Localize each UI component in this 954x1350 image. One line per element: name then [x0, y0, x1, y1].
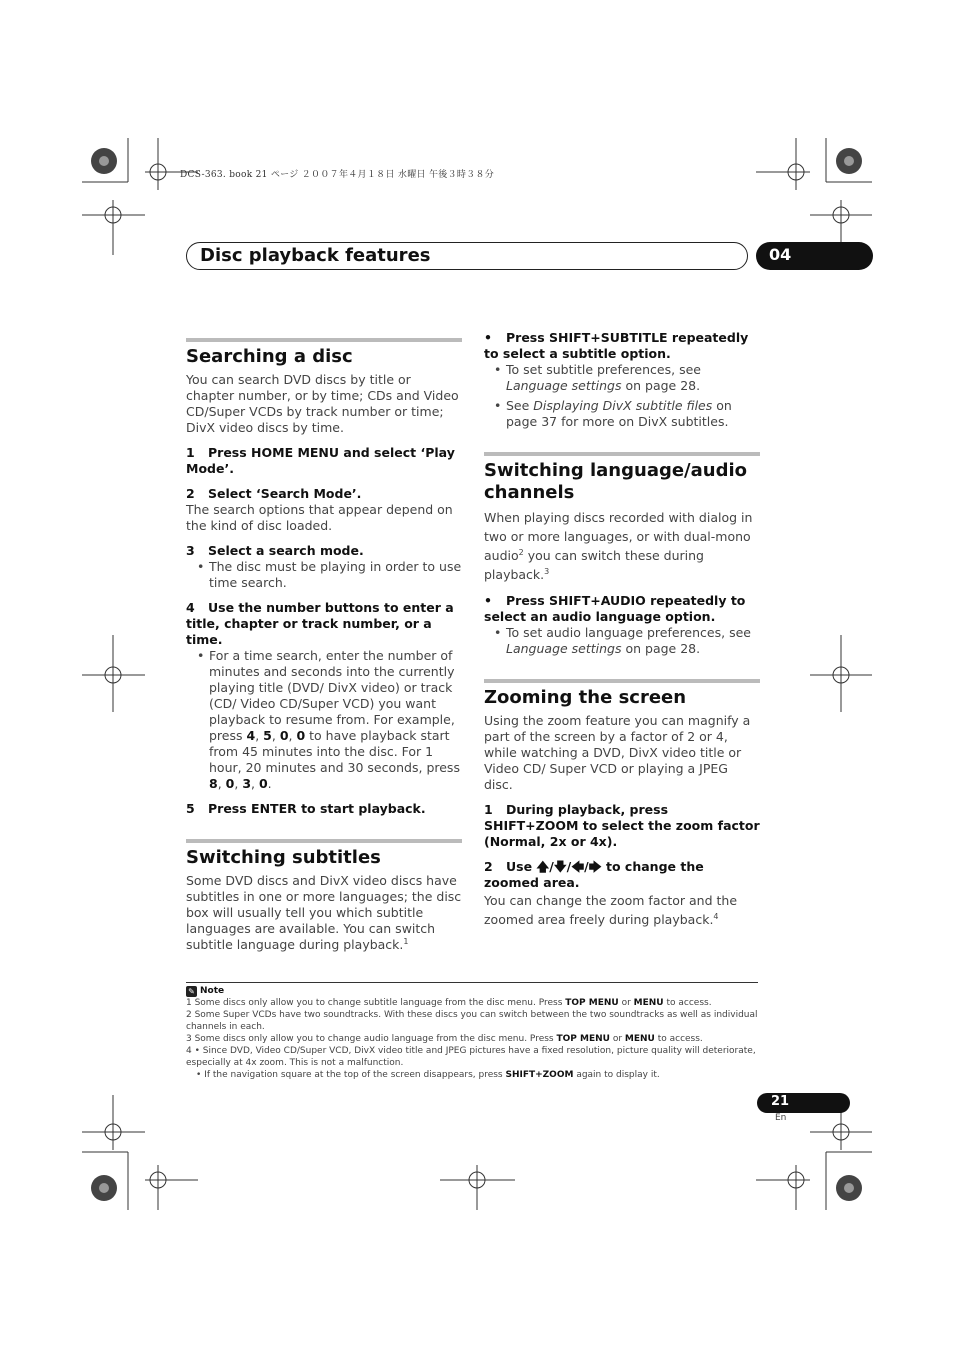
searching-step-4: 4 Use the number buttons to enter a title, chapter or track number, or a time.	[186, 600, 454, 647]
searching-step-1: 1 Press HOME MENU and select ‘Play Mode’.	[186, 445, 455, 476]
page-number: 21	[771, 1094, 790, 1109]
subtitles-bullet-1: • To set subtitle preferences, see Language settings on page 28.	[484, 362, 760, 394]
heading-searching: Searching a disc	[186, 346, 353, 367]
zoom-desc: You can change the zoom factor and the zoomed area freely during playback.$^4$	[484, 893, 738, 927]
print-header: DCS-363. book 21 ページ ２００７年４月１８日 水曜日 午後３時３８分	[180, 170, 495, 180]
section-rule	[484, 679, 760, 683]
chapter-number: 04	[769, 245, 792, 264]
audio-step: • Press SHIFT+AUDIO repeatedly to select an audio language option.	[484, 593, 746, 624]
note-4a: 4 • Since DVD, Video CD/Super VCD, DivX video title and JPEG pictures have a fixed resolution, picture quality will deteriorate, especially at 4x zoom. This is not a malfunction.	[186, 1046, 756, 1068]
chapter-title: Disc playback features	[200, 245, 431, 266]
searching-step-3-bullet: • The disc must be playing in order to use time search.	[186, 559, 462, 591]
arrow-keys-icon: 🡅/🡇/🡄/🡆	[536, 859, 602, 874]
right-column	[484, 330, 760, 929]
note-block	[186, 985, 758, 1081]
language-code: En	[775, 1113, 787, 1123]
searching-intro: You can search DVD discs by title or chapter number, or by time; CDs and Video CD/Super VCDs by track number or time; DivX video discs by time.	[186, 372, 459, 435]
left-column	[186, 338, 462, 953]
note-2: 2 Some Super VCDs have two soundtracks. With these discs you can switch between the two soundtracks as well as individual channels in each.	[186, 1010, 758, 1032]
section-rule	[484, 452, 760, 456]
note-1: 1 Some discs only allow you to change subtitle language from the disc menu. Press TOP MENU or MENU to access.	[186, 998, 712, 1008]
subtitles-step: • Press SHIFT+SUBTITLE repeatedly to select a subtitle option.	[484, 330, 749, 361]
note-3: 3 Some discs only allow you to change audio language from the disc menu. Press TOP MENU or MENU to access.	[186, 1034, 703, 1044]
searching-step-2-desc: The search options that appear depend on the kind of disc loaded.	[186, 502, 453, 533]
subtitles-bullet-2: • See Displaying DivX subtitle files on page 37 for more on DivX subtitles.	[484, 398, 760, 430]
heading-subtitles: Switching subtitles	[186, 847, 381, 868]
note-4b: • If the navigation square at the top of the screen disappears, press SHIFT+ZOOM again to display it.	[196, 1070, 660, 1080]
note-icon: ✎	[186, 986, 197, 997]
audio-bullet: • To set audio language preferences, see Language settings on page 28.	[484, 625, 760, 657]
zoom-step-2: 2 Use 🡅/🡇/🡄/🡆 to change the zoomed area.	[484, 859, 704, 890]
section-rule	[186, 839, 462, 843]
zoom-step-1: 1 During playback, press SHIFT+ZOOM to select the zoom factor (Normal, 2x or 4x).	[484, 802, 760, 849]
searching-step-4-bullet: • For a time search, enter the number of minutes and seconds into the currently playing title (DVD/ DivX video) or track (CD/ Video CD/Super VCD) you want playback to resume from. For example, press 4, 5, 0, 0 to have playback start from 45 minutes into the disc. For 1 hour, 20 minutes and 30 seconds, press 8, 0, 3, 0.	[186, 648, 462, 792]
searching-step-3: 3 Select a search mode.	[186, 543, 364, 558]
searching-step-5: 5 Press ENTER to start playback.	[186, 801, 426, 816]
audio-intro: When playing discs recorded with dialog in two or more languages, or with dual-mono audio$^2$ you can switch these during playback.$^3$	[484, 510, 753, 582]
note-divider	[186, 982, 758, 983]
searching-step-2: 2 Select ‘Search Mode’.	[186, 486, 362, 501]
zoom-intro: Using the zoom feature you can magnify a part of the screen by a factor of 2 or 4, while watching a DVD, DivX video title or Video CD/ Super VCD or playing a JPEG disc.	[484, 713, 751, 792]
note-heading: ✎ Note	[186, 985, 758, 997]
subtitles-intro: Some DVD discs and DivX video discs have subtitles in one or more languages; the disc box will usually tell you which subtitle languages are available. You can switch subtitle language during playback.$^1$	[186, 873, 462, 952]
section-rule	[186, 338, 462, 342]
heading-audio: Switching language/audio channels	[484, 460, 748, 503]
heading-zoom: Zooming the screen	[484, 687, 687, 708]
